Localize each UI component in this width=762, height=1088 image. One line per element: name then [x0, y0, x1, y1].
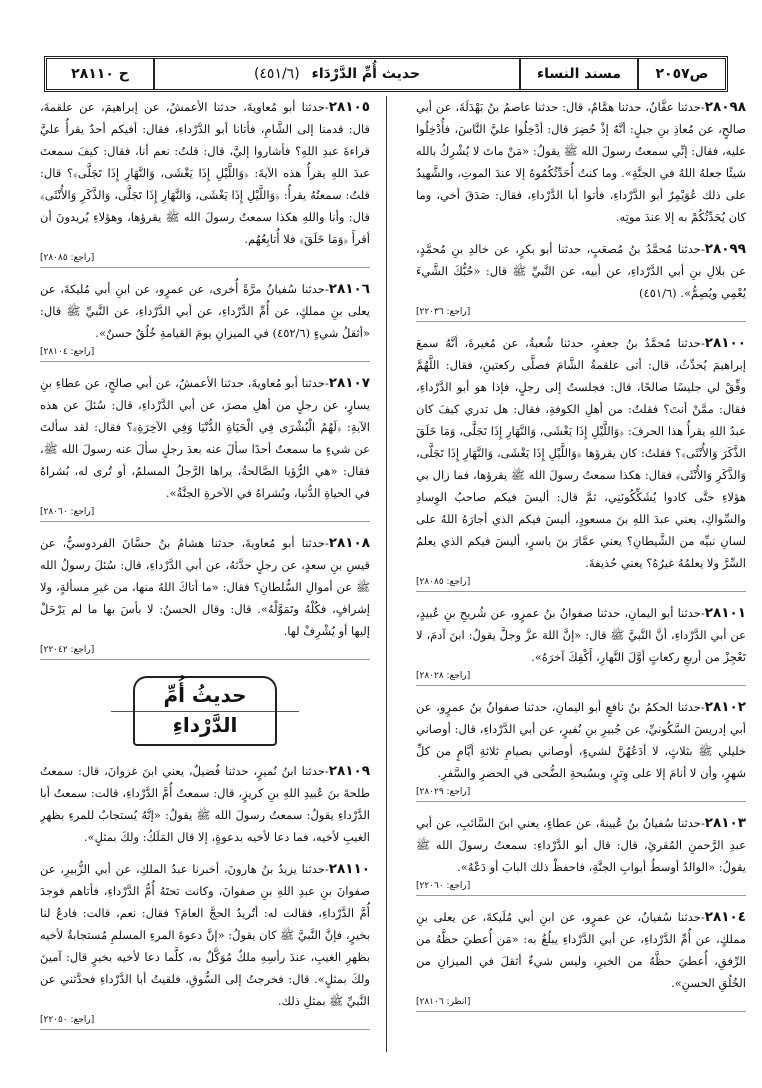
hadith-range: ح ٢٨١١٠ — [47, 59, 155, 89]
section-heading: حديثُ أُمِّ الدَّرْداءِ — [133, 676, 277, 746]
hadith-number: ٢٨١١٠ — [328, 861, 370, 877]
hadith-reference: [راجع: ٢٢٠٤٢] — [40, 643, 370, 660]
hadith-number: ٢٨١٠٦ — [328, 281, 370, 297]
hadith-reference: [راجع: ٢٨٠٢٩] — [416, 785, 746, 802]
header-title-group — [155, 59, 519, 89]
hadith-reference: [راجع: ٢٨٠٨٥] — [40, 251, 370, 268]
hadith-28101 — [416, 602, 746, 686]
hadith-number: ٢٨٠٩٨ — [704, 99, 746, 115]
hadith-text: -حدثنا سُفيانُ، عن عمرٍو، عن ابنِ أبي مُلَيكةَ، عن يعلى بنِ مملكٍ، عن أُمِّ الدَّرْداءِ، عن أبي الدَّرْداءِ يبلُغُ به: «مَن أُعطيَ حظَّهُ من الرِّفقِ، أُعطيَ حظَّهُ من الخيرِ، وليس شيءٌ أثقلَ في الميزانِ من الخُلُقِ الحسنِ». — [416, 910, 746, 990]
hadith-reference: [راجع: ٢٢٠٦٠] — [416, 879, 746, 896]
hadith-text: -حدثنا مُحمَّدُ بنُ مُصعَبٍ، حدثنا أبو بكرٍ، عن خالدِ بنِ مُحمَّدٍ، عن بلالِ بنِ أبي الدَّرْداءِ، عن أبيه، عن النَّبيِّ ﷺ قال: «حُبُّكَ الشَّيءَ يُعْمِي ويُصِمُّ». (٤٥١/٦) — [416, 242, 746, 300]
hadith-text: -حدثنا أبو مُعاويةَ، حدثنا الأعمشُ، عن إبراهيمَ، عن علقمةَ، قال: قدمنا إلى الشَّامِ، فأتانا أبو الدَّرْداءِ، فقال: أفيكم أحدٌ يقرأُ عليَّ قراءةَ عبدِ اللهِ؟ فأشاروا إليَّ، قال: قلتُ: نعم أنا، فقال: كيفَ سمعتَ عبدَ اللهِ يقرأُ هذه الآيةَ: ﴿وَاللَّيْلِ إِذَا يَغْشَى، وَالنَّهَارِ إِذَا تَجَلَّى﴾؟ قال: قلتُ: سمعتُهُ يقرأُ: ﴿وَاللَّيْلِ إِذَا يَغْشَى، وَالنَّهَارِ إِذَا تَجَلَّى، وَالذَّكَرِ وَالأُنْثَى﴾ قال: وأنا واللهِ هكذا سمعتُ رسولَ الله ﷺ يقرؤها، وهؤلاءِ يُريدونَ أن أقرأَ ﴿وَمَا خَلَقَ﴾ فلا أُتابِعُهُم. — [40, 100, 370, 246]
hadith-28105 — [40, 96, 370, 268]
hadith-28110 — [40, 858, 370, 1030]
hadith-28098 — [416, 96, 746, 228]
section-heading-wrap — [40, 676, 370, 746]
hadith-28103 — [416, 812, 746, 896]
hadith-text: -حدثنا أبو مُعاويةَ، حدثنا هشامُ بنُ حسَّانَ الفردوسيُّ، عن قيسِ بنِ سعدٍ، عن رجلٍ حدَّثهُ، عن أبي الدَّرْداءِ، قال: سُئلَ رسولُ الله ﷺ عن أموالِ السُّلطانِ؟ فقال: «ما أتاكَ اللهُ منها، من غيرِ مسألةٍ، ولا إشرافٍ، فكُلْهُ وتَمَوَّلْهُ». قال: وقال الحسنُ: لا بأسَ بها ما لم يَرْحَلْ إليها أو يُشْرِفْ لها. — [40, 536, 370, 638]
hadith-reference: [راجع: ٢٨١٠٤] — [40, 345, 370, 362]
section-name: مسند النساء — [519, 59, 637, 89]
hadith-reference: [راجع: ٢٨٠٨٥] — [416, 575, 746, 592]
hadith-text: -حدثنا عفَّانُ، حدثنا همَّامٌ، قال: حدثنا عاصمُ بنُ بَهْدَلَةَ، عن أبي صالحٍ، عن مُعاذِ بنِ جبلٍ: أنَّهُ إذْ حُضِرَ قال: أدْخِلُوا عليَّ النَّاسَ، فأُدْخِلُوا عليه، فقال: إنِّي سمعتُ رسولَ الله ﷺ يقولُ: «مَنْ ماتَ لا يُشْرِكُ بالله شيئًا جعلهُ اللهُ في الجنَّةِ». وما كنتُ أُحَدِّثُكُمُوهُ إلا عندَ الموتِ، والشَّهيدُ على ذلك عُوَيْمِرٌ أبو الدَّرْداءِ، فأتوا أبا الدَّرْداءِ، فقال: صَدَقَ أخي، وما كان يُحَدِّثُكُمْ به إلا عندَ موتِه. — [416, 100, 746, 224]
hadith-text: -حدثنا ابنُ نُميرٍ، حدثنا فُضيلٌ، يعني ابنَ غزوانَ، قال: سمعتُ طلحةَ بنَ عُبيدِ اللهِ بنِ كريزٍ، قال: سمعتُ أُمَّ الدَّرْداءِ، قالت: سمعتُ أبا الدَّرْداءِ يقولُ: سمعتُ رسولَ الله ﷺ يقولُ: «إنَّهُ يُستجابُ للمرءِ بظهرِ الغيبِ لأخيه، فما دعا لأخيه بدعوةٍ، إلا قال المَلَكُ: ولكَ بمثلٍ». — [40, 764, 370, 844]
page-number: ص٢٠٥٧ — [637, 59, 725, 89]
hadith-number: ٢٨١٠٢ — [704, 699, 746, 715]
right-column — [410, 96, 746, 1052]
running-header — [44, 56, 728, 92]
hadith-28106 — [40, 278, 370, 362]
hadith-number: ٢٨١٠٨ — [328, 535, 370, 551]
hadith-number: ٢٨١٠٣ — [704, 815, 746, 831]
header-title: حديث أُمِّ الدَّرْدَاء — [311, 66, 421, 82]
hadith-reference: [راجع: ٢٨٠٦٠] — [40, 505, 370, 522]
hadith-reference: [راجع: ٢٢٠٥٠] — [40, 1013, 370, 1030]
hadith-text: -حدثنا سُفيانُ مرَّةً أُخرى، عن عمرٍو، عن ابنِ أبي مُليكةَ، عن يعلى بنِ مملكٍ، عن أُمِّ الدَّرْداءِ، عن أبي الدَّرْداءِ، عن النَّبيِّ ﷺ قال: «أثقلُ شيءٍ (٤٥٢/٦) في الميزانِ يومَ القيامةِ خُلُقٌ حسنٌ». — [40, 282, 370, 340]
hadith-number: ٢٨١٠٤ — [704, 909, 746, 925]
hadith-text: -حدثنا الحكمُ بنُ نافعٍ أبو اليمانِ، حدثنا صفوانُ بنُ عمرٍو، عن أبي إدريسَ السَّكُونيِّ، عن جُبيرِ بنِ نُفيرٍ، عن أبي الدَّرْداءِ، قال: أوصاني خليلي ﷺ بثلاثٍ، لا أدَعُهُنَّ لشيءٍ، أوصاني بصيامِ ثلاثةِ أيَّامٍ من كلِّ شهرٍ، وأن لا أنامَ إلا على وِترٍ، وبسُبحةِ الضُّحى في الحضرِ والسَّفرِ. — [416, 700, 746, 780]
hadith-reference: [راجع: ٢٢٠٣٦] — [416, 305, 746, 322]
hadith-number: ٢٨١٠٧ — [328, 375, 370, 391]
hadith-28107 — [40, 372, 370, 522]
hadith-text: -حدثنا مُحمَّدُ بنُ جعفرٍ، حدثنا شُعبةُ، عن مُغيرةَ، أنَّهُ سمعَ إبراهيمَ يُحدِّثُ، قال: أتى علقمةُ الشَّامَ فصلَّى ركعتينِ، فقال: اللَّهُمَّ وفِّقْ لي جليسًا صالحًا، قال: فجلستُ إلى رجلٍ، فإذا هو أبو الدَّرْداءِ، فقال: ممَّنْ أنتَ؟ فقلتُ: من أهلِ الكوفةِ، فقال: هل تدري كيفَ كان عبدُ اللهِ يقرأُ هذا الحرفَ: ﴿وَاللَّيْلِ إِذَا يَغْشَى، وَالنَّهَارِ إِذَا تَجَلَّى، وَمَا خَلَقَ الذَّكَرَ وَالأُنْثَى﴾؟ فقلتُ: كان يقرؤها ﴿وَاللَّيْلِ إِذَا يَغْشَى، وَالنَّهَارِ إِذَا تَجَلَّى، وَالذَّكَرِ وَالأُنْثَى﴾ فقال: هكذا سمعتُ رسولَ الله ﷺ يقرؤها، فما زال بي هؤلاءِ حتَّى كادوا يُشَكِّكُونَنِي، ثمَّ قال: أليسَ فيكم صاحبُ الوِسادِ والسِّواكِ، يعني عبدَ اللهِ بنَ مسعودٍ، أليسَ فيكم الذي أجارَهُ اللهُ على لسانِ نبيِّه من الشَّيطانِ؟ يعني عمَّارَ بنَ ياسرٍ، أليسَ فيكم الذي يعلمُ السِّرَّ ولا يعلمُهُ غيرُهُ؟ يعني حُذيفةَ. — [416, 336, 746, 570]
hadith-number: ٢٨١٠١ — [704, 605, 746, 621]
hadith-number: ٢٨٠٩٩ — [704, 241, 746, 257]
hadith-28100 — [416, 332, 746, 592]
hadith-reference: [انظر: ٢٨١٠٦] — [416, 995, 746, 1012]
hadith-number: ٢٨١٠٠ — [704, 335, 746, 351]
hadith-number: ٢٨١٠٥ — [328, 99, 370, 115]
hadith-28108 — [40, 532, 370, 660]
column-divider — [386, 96, 387, 1052]
hadith-number: ٢٨١٠٩ — [328, 763, 370, 779]
hadith-text: -حدثنا أبو اليمانِ، حدثنا صفوانُ بنُ عمرٍو، عن شُريحِ بنِ عُبيدٍ، عن أبي الدَّرْداءِ، أنَّ النَّبيَّ ﷺ قال: «إنَّ اللهَ عزَّ وجلَّ يقولُ: ابنَ آدمَ، لا تَعْجِزْ من أربعِ ركعاتٍ أوَّلَ النَّهارِ، أَكْفِكَ آخرَهُ». — [416, 606, 746, 664]
hadith-reference: [راجع: ٢٨٠٢٨] — [416, 669, 746, 686]
hadith-text: -حدثنا يزيدُ بنُ هارونَ، أخبرنا عبدُ الملكِ، عن أبي الزُّبيرِ، عن صفوانَ بنِ عبدِ اللهِ بنِ صفوانَ، وكانت تحتَهُ أُمُّ الدَّرْداءِ، فأتاهم فوجدَ أُمَّ الدَّرْداءِ، فقالت له: أتُريدُ الحجَّ العامَ؟ فقال: نعم، قالت: فادعُ لنا بخيرٍ، فإنَّ النَّبيَّ ﷺ كان يقولُ: «إنَّ دعوةَ المرءِ المسلمِ مُستجابةٌ لأخيه بظهرِ الغيبِ، عندَ رأسِهِ ملكٌ مُوَكَّلٌ به، كلَّما دعا لأخيه بخيرٍ قال: آمينَ ولكَ بمثلٍ». قال: فخرجتُ إلى السُّوقِ، فلقيتُ أبا الدَّرْداءِ فحدَّثني عن النَّبيِّ ﷺ بمثلِ ذلك. — [40, 862, 370, 1008]
hadith-28104 — [416, 906, 746, 1012]
hadith-28109 — [40, 760, 370, 848]
hadith-text: -حدثنا سُفيانُ بنُ عُيينةَ، عن عطاءٍ، يعني ابنَ السَّائبِ، عن أبي عبدِ الرَّحمنِ المُقرئِ، قال: قال أبو الدَّرْداءِ: سمعتُ رسولَ الله ﷺ يقولُ: «الوالدُ أوسطُ أبوابِ الجنَّةِ، فاحفظْ ذلك البابَ أو دَعْهُ». — [416, 816, 746, 874]
hadith-28099 — [416, 238, 746, 322]
volume-ref: (٤٥١/٦) — [253, 66, 300, 82]
left-column — [40, 96, 376, 1052]
hadith-28102 — [416, 696, 746, 802]
hadith-text: -حدثنا أبو مُعاويةَ، حدثنا الأعمشُ، عن أبي صالحٍ، عن عطاءِ بنِ يسارٍ، عن رجلٍ من أهلِ مصرَ، عن أبي الدَّرْداءِ، قال: سُئلَ عن هذه الآيةِ: ﴿لَهُمُ الْبُشْرَى فِي الْحَيَاةِ الدُّنْيَا وَفِي الآخِرَةِ﴾؟ فقال: لقد سألتَ عن شيءٍ ما سمعتُ أحدًا سألَ عنه بعدَ رجلٍ سألَ عنه رسولَ الله ﷺ، فقال: «هي الرُّؤيا الصَّالحةُ، يراها الرَّجلُ المسلمُ، أو تُرى له، بُشراهُ في الحياةِ الدُّنيا، وبُشراهُ في الآخرةِ الجنَّةُ». — [40, 376, 370, 500]
